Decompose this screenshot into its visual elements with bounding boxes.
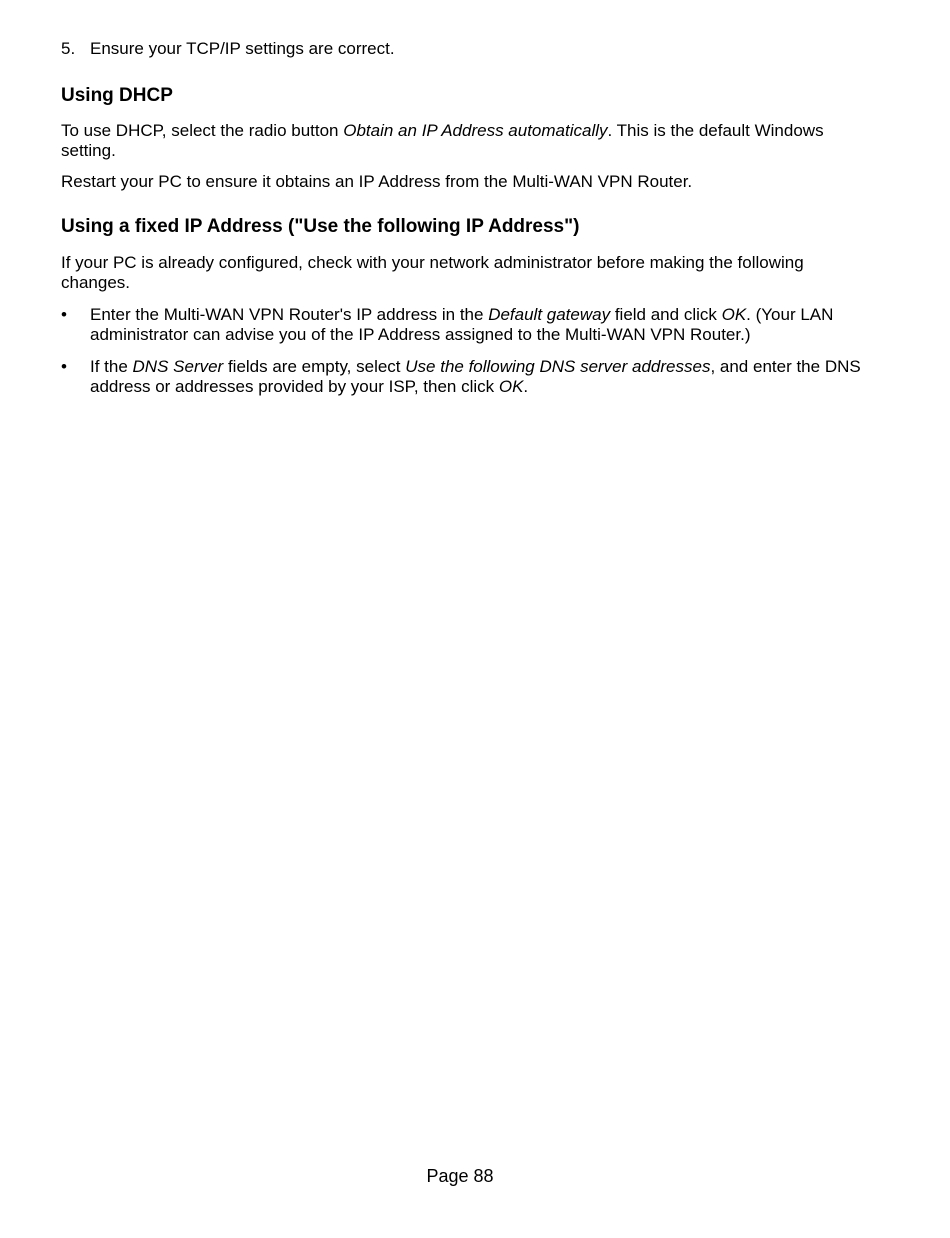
dns-server-term: DNS Server: [132, 357, 224, 376]
b1-text-1: Enter the Multi-WAN VPN Router's IP address in the: [90, 305, 489, 324]
bullet-dot: •: [61, 305, 67, 324]
ok-term: OK: [721, 305, 747, 324]
ok-term: OK: [498, 377, 524, 396]
list-item-dns-server: [61, 357, 861, 397]
dhcp-option-name: Obtain an IP Address automatically: [343, 121, 608, 140]
bullet-text: [90, 357, 861, 397]
heading-fixed-ip: Using a fixed IP Address ("Use the following IP Address"): [61, 216, 580, 237]
step-5: [61, 39, 395, 59]
fixed-ip-intro: If your PC is already configured, check with your network administrator before making the following changes.: [61, 253, 804, 292]
b2-text-1: If the: [90, 357, 133, 376]
bullet-dot: •: [61, 357, 67, 376]
b2-text-4: .: [523, 377, 529, 396]
b2-text-3: , and enter the DNS address or addresses provided by your ISP, then click: [90, 357, 861, 396]
b1-text-2: field and click: [610, 305, 722, 324]
bullet-text: [90, 305, 861, 345]
dhcp-paragraph-2: Restart your PC to ensure it obtains an IP Address from the Multi-WAN VPN Router.: [61, 172, 693, 191]
list-item-default-gateway: [61, 305, 861, 345]
step-number: 5.: [61, 39, 76, 58]
heading-using-dhcp: Using DHCP: [61, 85, 173, 106]
step-text: Ensure your TCP/IP settings are correct.: [90, 39, 395, 58]
b1-text-3: . (Your LAN administrator can advise you of the IP Address assigned to the Multi-WAN VPN Router.): [90, 305, 834, 344]
dns-option-term: Use the following DNS server addresses: [405, 357, 711, 376]
dhcp-p1-text-end: . This is the default Windows setting.: [61, 121, 824, 160]
dhcp-paragraph-1: [61, 121, 851, 161]
page-number: Page 88: [426, 1166, 494, 1186]
dhcp-p1-text-start: To use DHCP, select the radio button: [61, 121, 344, 140]
b2-text-2: fields are empty, select: [223, 357, 406, 376]
default-gateway-term: Default gateway: [488, 305, 611, 324]
